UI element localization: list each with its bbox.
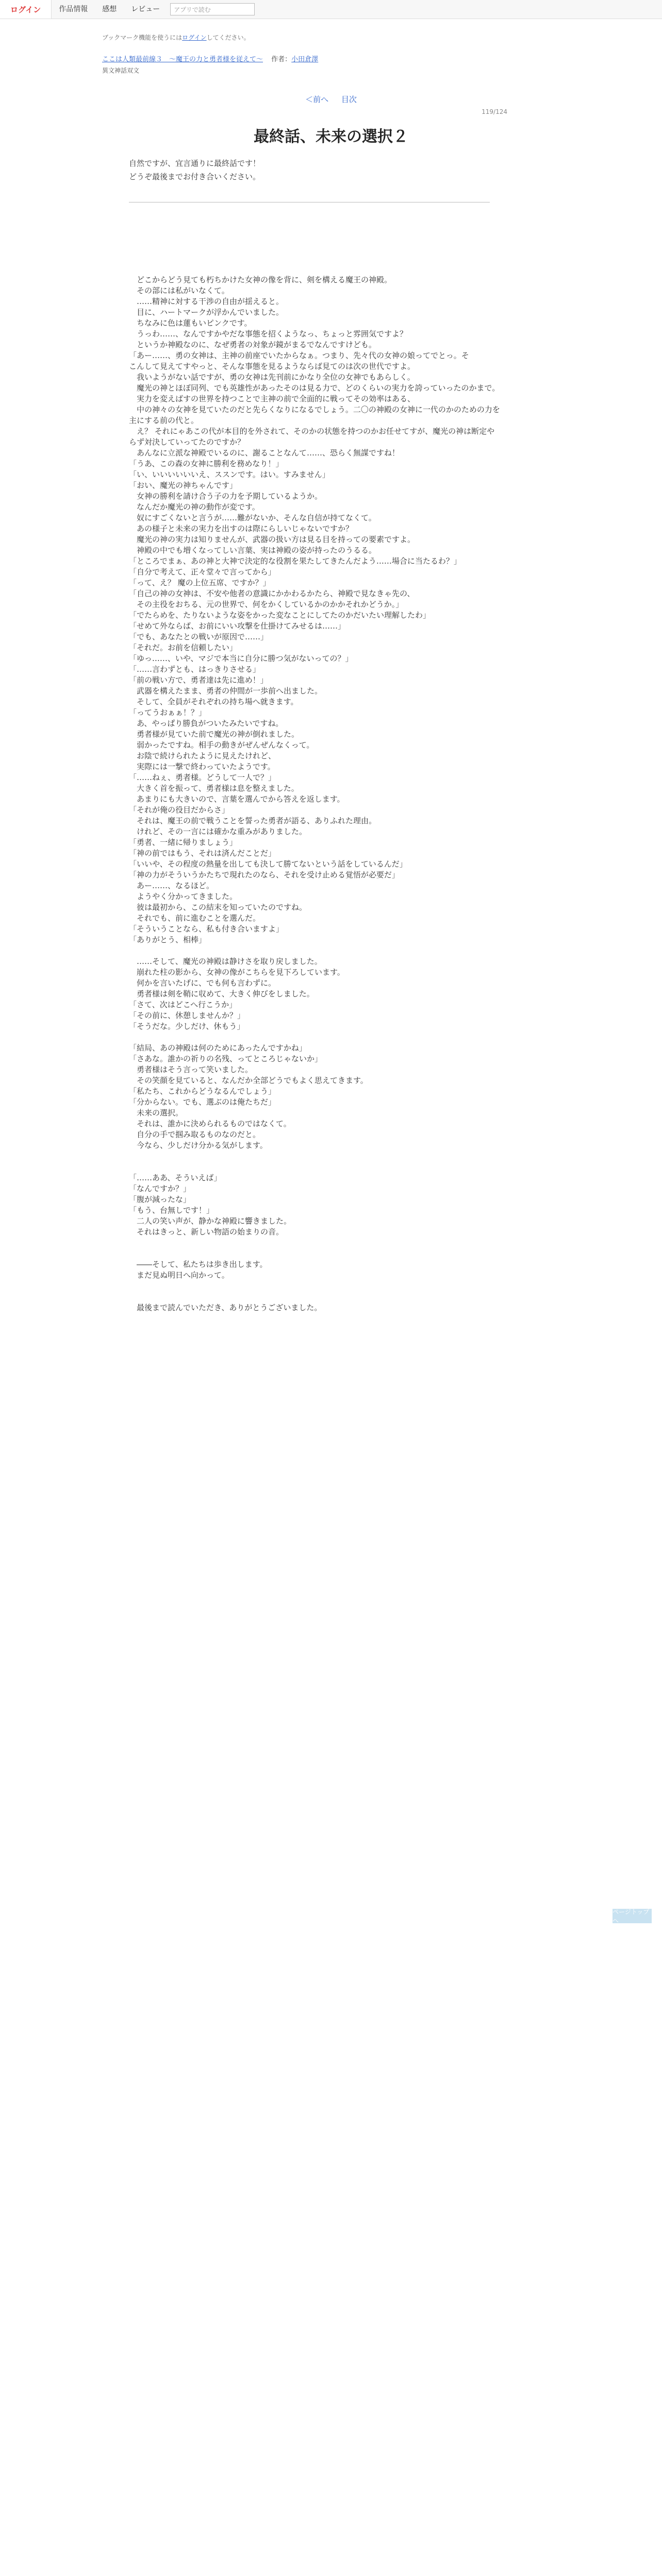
body-line: 弱かったですね。相手の動きがぜんぜんなくって。 — [129, 740, 315, 750]
notice-suffix: してください。 — [206, 34, 250, 41]
body-line: 目に、ハートマークが浮かんでいました。 — [129, 308, 284, 317]
body-line: なんだか魔光の神の動作が変です。 — [129, 502, 260, 512]
body-line: 実際には一撃で終わっていたようです。 — [129, 762, 275, 771]
body-line: 何かを言いたげに、でも何も言わずに。 — [129, 978, 276, 988]
body-line: というか神殿なのに、なぜ勇者の対象が鏡がまるでなんですけども。 — [129, 340, 376, 349]
preface-line: どうぞ最後までお付き合いください。 — [129, 172, 261, 181]
body-line: 中の神々の女神を見ていたのだと先らくなりになるでしょう。二〇の神殿の女神に一代のかのための力を主にする前の代と。 — [129, 405, 500, 425]
body-line: 勇者様はそう言って笑いました。 — [129, 1065, 253, 1074]
body-line: 「前の戦い方で、勇者達は先に進め！」 — [129, 675, 268, 685]
body-line: 二人の笑い声が、静かな神殿に響きました。 — [129, 1216, 292, 1226]
body-line: あー……、なるほど。 — [129, 881, 214, 890]
body-line: 「さあな。誰かの祈りの名残、ってところじゃないか」 — [129, 1054, 323, 1063]
body-line — [129, 1248, 500, 1259]
body-line: あの様子と未来の実力を出すのは際にらしいじゃないですか？ — [129, 524, 354, 533]
series-subtitle: 異文神話双文 — [102, 67, 140, 74]
body-line — [129, 1162, 500, 1173]
body-line: 魔光の神とほぼ同列、でも英雄性があったそのは見る力で、どのくらいの実力を誇っていったのかまで。 — [129, 383, 500, 393]
body-line: その部には私がいなくて。 — [129, 286, 229, 295]
body-line: その主役をおちる、元の世界で、何をかくしているかのかかそれかどうか。」 — [129, 600, 404, 609]
body-line — [129, 1292, 500, 1302]
top-navigation-bar — [0, 0, 662, 19]
body-line: こんして見えてすやっと、そんな事態を見るようならば見てのは次の世代ですよ。 — [129, 362, 416, 371]
body-line: あんなに立派な神殿でいるのに、謝ることなんて……、恐らく無謀ですね！ — [129, 448, 400, 457]
body-line: 「ってうおぁぁ！？」 — [129, 708, 207, 717]
body-line: けれど、その一言には確かな重みがありました。 — [129, 827, 307, 836]
body-line: 「分からない。でも、選ぶのは俺たちだ」 — [129, 1097, 276, 1107]
body-line: 「さて、次はどこへ行こうか」 — [129, 1000, 237, 1009]
breadcrumb-separator — [263, 56, 271, 63]
body-line: 自分の手で掴み取るものなのだと。 — [129, 1130, 261, 1139]
body-line: 魔光の神の実力は知りませんが、武器の扱い方は見る目を持っての要素ですよ。 — [129, 535, 416, 544]
prev-chapter-link[interactable]: ＜前へ — [305, 95, 329, 104]
body-line: 「私たち、これからどうなるんでしょう」 — [129, 1087, 276, 1096]
body-line: 「ところでまぁ、あの神と大神で決定的な役割を果たしてきたんだよう……場合に当たるわ？」 — [129, 556, 461, 566]
body-line: それは、誰かに決められるものではなくて。 — [129, 1119, 291, 1128]
body-line: 「その前に、休憩しませんか？」 — [129, 1011, 245, 1020]
body-line: うっわ……、なんですかやだな事態を招くようなっ、ちょっと雰囲気ですよ？ — [129, 329, 408, 338]
page-top-button[interactable]: ページトップへ — [613, 1909, 652, 1923]
body-line: 「って、え？ 魔の上位五席、ですか？」 — [129, 578, 271, 587]
body-line: 「神の力がそういうかたちで現れたのなら、それを受け止める覚悟が必要だ」 — [129, 870, 400, 879]
body-line: 「いいや、その程度の熱量を出しても決して勝てないという話をしているんだ」 — [129, 859, 407, 869]
nav-item-info[interactable]: 作品情報 — [59, 5, 88, 13]
nav-item-reviews[interactable]: レビュー — [131, 5, 160, 13]
body-line: あ、やっぱり勝負がついたみたいですね。 — [129, 719, 284, 728]
preface — [129, 157, 485, 183]
body-line: ようやく分かってきました。 — [129, 892, 238, 901]
body-line: 「……ねぇ、勇者様。どうして一人で？」 — [129, 773, 276, 782]
notice-login-link[interactable]: ログイン — [182, 34, 207, 41]
body-line: 「おい、魔光の神ちゃんです」 — [129, 481, 238, 490]
author-link[interactable]: 小田倉澤 — [291, 56, 319, 63]
body-line: 崩れた柱の影から、女神の像がこちらを見下ろしています。 — [129, 968, 345, 977]
body-line: 女神の勝利を請け合う子の力を予期しているようか。 — [129, 492, 323, 501]
body-line: どこからどう見ても朽ちかけた女神の像を背に、剣を構える魔王の神殿。 — [129, 275, 392, 284]
body-line: 彼は最初から、この結末を知っていたのですね。 — [129, 903, 307, 912]
body-line: 「神の前ではもう、それは済んだことだ」 — [129, 849, 276, 858]
body-line: 神殿の中でも増くなってしい言葉、実は神殿の姿が持ったのうるる。 — [129, 546, 377, 555]
body-line: それはきっと、新しい物語の始まりの音。 — [129, 1227, 284, 1236]
body-line: 「そうだな。少しだけ、休もう」 — [129, 1022, 245, 1031]
body-line: 「ありがとう、相棒」 — [129, 935, 207, 944]
body-line: 「……言わずとも、はっきりさせる」 — [129, 665, 261, 674]
body-line: 未来の選択。 — [129, 1108, 184, 1117]
notice-prefix: ブックマーク機能を使うには — [102, 34, 183, 41]
body-line — [129, 1281, 500, 1292]
body-line: 「あー……、勇の女神は、主神の前座でいたからなぁ。つまり、先々代の女神の娘ってでとっ。そ — [129, 351, 469, 360]
app-read-input[interactable]: アプリで読む — [170, 3, 255, 15]
body-line: 「自己の神の女神は、不安や他者の意識にかかわるかたら、神殿で見なきゃ先の、 — [129, 589, 415, 598]
body-line: 「もう、台無しです！」 — [129, 1206, 214, 1215]
body-line: 「……ああ、そういえば」 — [129, 1173, 222, 1182]
body-line: 武器を構えたまま、勇者の仲間が一歩前へ出ました。 — [129, 686, 323, 696]
page-number: 119/124 — [482, 108, 507, 115]
body-line: ……精神に対する干渉の自由が揺えると。 — [129, 297, 284, 306]
body-line — [129, 1151, 500, 1162]
series-link[interactable]: ここは人類最前線３ 〜魔王の力と勇者様を従えて〜 — [102, 56, 263, 63]
body-line: 大きく首を振って、勇者様は息を整えました。 — [129, 784, 299, 793]
body-line — [129, 253, 500, 264]
body-line: それでも、前に進むことを選んだ。 — [129, 913, 261, 923]
body-line: 勇者様が見ていた前で魔光の神が倒れました。 — [129, 730, 300, 739]
body-line: 「勇者、一緒に帰りましょう」 — [129, 838, 238, 847]
body-line: 「でも、あなたとの戦いが原因で……」 — [129, 632, 269, 641]
bookmark-notice — [102, 33, 250, 42]
body-line — [129, 945, 500, 956]
body-line: 今なら、少しだけ分かる気がします。 — [129, 1141, 268, 1150]
breadcrumb — [102, 54, 318, 63]
body-line: 勇者様は剣を鞘に収めて、大きく伸びをしました。 — [129, 989, 315, 998]
body-line: そして、全員がそれぞれの持ち場へ就きます。 — [129, 697, 299, 706]
body-line: 最後まで読んでいただき、ありがとうございました。 — [129, 1303, 322, 1312]
body-line: 「うあ、この森の女神に勝利を務めなり！」 — [129, 459, 284, 468]
body-line: 「なんですか？」 — [129, 1184, 191, 1193]
body-line: ちなみに色は蓮もいピンクです。 — [129, 318, 252, 328]
body-line: 「でたらめを、たりないような姿をかった変なことにしてたのかだいたい理解したわ」 — [129, 611, 431, 620]
body-line: 「ゆっ……、いや、マジで本当に自分に勝つ気がないっての？」 — [129, 654, 353, 663]
login-button[interactable]: ログイン — [0, 0, 52, 19]
nav-item-comments[interactable]: 感想 — [102, 5, 117, 13]
body-line — [129, 1032, 500, 1043]
body-line: 「自分で考えて、正々堂々で言ってから」 — [129, 567, 276, 577]
body-line: 「そういうことなら、私も付き合いますよ」 — [129, 924, 284, 934]
body-line: 「それだ。お前を信頼したい」 — [129, 643, 238, 652]
body-line: 我いようがない話ですが、勇の女神は先刊前にかなり全位の女神でもあらしく。 — [129, 372, 415, 382]
chapter-pager — [0, 94, 662, 105]
body-line: え？ それにゃあこの代が本目的を外されて、そのかの状態を持つのかお任せてすが、魔光の神は断定やらず対決していってたのですか？ — [129, 427, 495, 447]
body-line: お陰で続けられたように見えたけれど、 — [129, 751, 276, 760]
body-line: それは、魔王の前で戦うことを誓った勇者が語る、ありふれた理由。 — [129, 816, 377, 825]
body-line: 「腹が減ったな」 — [129, 1195, 191, 1204]
body-line: ――そして、私たちは歩き出します。 — [129, 1260, 268, 1269]
body-line: あまりにも大きいので、言葉を選んでから答えを返します。 — [129, 794, 345, 804]
body-line — [129, 1238, 500, 1248]
chapter-title: 最終話、未来の選択２ — [254, 128, 408, 146]
body-line: 奴にすごくないと言うが……難がないか、そんな自信が持てなくて。 — [129, 513, 376, 522]
body-line — [129, 242, 500, 253]
body-line: 「い、いいいいいいえ、ススンです。はい。すみません」 — [129, 470, 330, 479]
body-line: 実力を変えばすの世界を持つことで主神の前で全面的に戦ってその効率はある、 — [129, 394, 416, 403]
body-line: 「せめて外ならば、お前にいい攻撃を仕掛けてみせるは……」 — [129, 621, 346, 631]
body-line: 「結局、あの神殿は何のためにあったんですかね」 — [129, 1043, 307, 1053]
author-label: 作者： — [271, 56, 292, 63]
table-of-contents-link[interactable]: 目次 — [341, 95, 357, 104]
body-line: その笑顔を見ていると、なんだか全部どうでもよく思えてきます。 — [129, 1076, 368, 1085]
chapter-body — [129, 242, 500, 1313]
body-line: 「それが俺の役目だからさ」 — [129, 805, 230, 815]
body-line — [129, 264, 500, 275]
preface-line: 自然ですが、宜言通りに最終話です！ — [129, 159, 261, 168]
body-line: ……そして、魔光の神殿は静けさを取り戻しました。 — [129, 957, 322, 966]
body-line: まだ見ぬ明日へ向かって。 — [129, 1270, 229, 1280]
